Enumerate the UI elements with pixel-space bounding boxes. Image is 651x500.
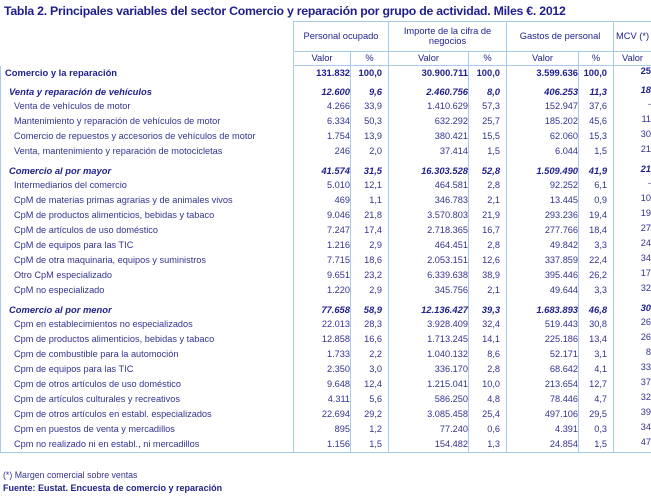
row-label: Cpm en establecimientos no especializados [1,317,294,332]
row-label: Comercio de repuestos y accesorios de vehículos de motor [1,129,294,144]
cell-personal-ocupado-valor: 9.651 [294,268,351,283]
cell-cifra-negocios-valor: 1.215.041 [389,377,469,392]
cell-cifra-negocios-valor: 464.581 [389,178,469,193]
cell-gastos-personal-pct: 13,4 [579,332,614,347]
header-sub-mcv-valor: Valor [614,52,651,66]
cell-cifra-negocios-valor: 37.414 [389,144,469,159]
header-sub-corner-blank [1,52,294,66]
cell-gastos-personal-pct: 30,8 [579,317,614,332]
cell-personal-ocupado-pct: 2,0 [351,144,389,159]
cell-personal-ocupado-valor: 246 [294,144,351,159]
cell-personal-ocupado-pct: 23,2 [351,268,389,283]
cell-personal-ocupado-pct: 2,9 [351,283,389,298]
cell-cifra-negocios-pct: 8,0 [469,84,507,99]
cell-cifra-negocios-pct: 2,1 [469,193,507,208]
cell-gastos-personal-valor: 6.044 [507,144,579,159]
cell-gastos-personal-valor: 497.106 [507,407,579,422]
cell-cifra-negocios-pct: 100,0 [469,66,507,81]
cell-cifra-negocios-pct: 4,8 [469,392,507,407]
header-group-personal-ocupado: Personal ocupado [294,22,389,52]
cell-personal-ocupado-pct: 13,9 [351,129,389,144]
table-row [1,253,651,268]
cell-personal-ocupado-valor: 2.350 [294,362,351,377]
cell-personal-ocupado-valor: 5.010 [294,178,351,193]
table-row [1,362,651,377]
cell-personal-ocupado-pct: 16,6 [351,332,389,347]
cell-personal-ocupado-pct: 5,6 [351,392,389,407]
cell-personal-ocupado-pct: 12,4 [351,377,389,392]
cell-gastos-personal-pct: 1,5 [579,437,614,453]
cell-mcv-valor: - [614,176,651,191]
cell-gastos-personal-valor: 1.509.490 [507,163,579,178]
cell-gastos-personal-pct: 1,5 [579,144,614,159]
cell-gastos-personal-valor: 78.446 [507,392,579,407]
table-row [1,114,651,129]
row-label: Cpm de artículos culturales y recreativos [1,392,294,407]
header-sub-po-pct: % [351,52,389,66]
cell-cifra-negocios-pct: 52,8 [469,163,507,178]
cell-personal-ocupado-valor: 12.600 [294,84,351,99]
cell-cifra-negocios-pct: 57,3 [469,99,507,114]
row-label: CpM de otra maquinaria, equipos y suministros [1,253,294,268]
cell-personal-ocupado-valor: 469 [294,193,351,208]
cell-personal-ocupado-valor: 1.754 [294,129,351,144]
cell-cifra-negocios-pct: 1,3 [469,437,507,453]
table-row [1,377,651,392]
cell-cifra-negocios-pct: 39,3 [469,302,507,317]
table-row [1,66,651,81]
cell-personal-ocupado-valor: 131.832 [294,66,351,81]
cell-gastos-personal-valor: 293.236 [507,208,579,223]
cell-gastos-personal-pct: 100,0 [579,66,614,81]
cell-personal-ocupado-pct: 1,2 [351,422,389,437]
cell-mcv-valor: 47 [614,435,651,451]
row-label: CpM de materias primas agrarias y de animales vivos [1,193,294,208]
row-label: Otro CpM especializado [1,268,294,283]
cell-mcv-valor: 24 [614,236,651,251]
table-row [1,347,651,362]
cell-gastos-personal-valor: 4.391 [507,422,579,437]
cell-cifra-negocios-valor: 3.085.458 [389,407,469,422]
row-label: Cpm de productos alimenticios, bebidas y tabaco [1,332,294,347]
cell-gastos-personal-pct: 3,1 [579,347,614,362]
header-sub-cn-pct: % [469,52,507,66]
source-line: Fuente: Eustat. Encuesta de comercio y reparación [3,483,223,493]
cell-personal-ocupado-pct: 2,9 [351,238,389,253]
cell-personal-ocupado-pct: 18,6 [351,253,389,268]
cell-cifra-negocios-valor: 2.053.151 [389,253,469,268]
cell-personal-ocupado-pct: 33,9 [351,99,389,114]
table-row [1,422,651,437]
header-sub-cn-valor: Valor [389,52,469,66]
row-label: Cpm de equipos para las TIC [1,362,294,377]
cell-gastos-personal-valor: 152.947 [507,99,579,114]
table-row [1,84,651,99]
cell-personal-ocupado-valor: 22.013 [294,317,351,332]
cell-gastos-personal-pct: 15,3 [579,129,614,144]
header-group-cifra-negocios: Importe de la cifra de negocios [389,22,507,52]
row-label: Cpm de combustible para la automoción [1,347,294,362]
cell-mcv-valor: 27 [614,221,651,236]
cell-mcv-valor: - [614,97,651,112]
main-data-table [0,21,651,453]
cell-gastos-personal-pct: 41,9 [579,163,614,178]
footnote: (*) Margen comercial sobre ventas [3,470,138,480]
cell-mcv-valor: 32 [614,281,651,296]
cell-personal-ocupado-pct: 2,2 [351,347,389,362]
table-row [1,392,651,407]
cell-cifra-negocios-valor: 77.240 [389,422,469,437]
table-row [1,437,651,453]
page-title: Tabla 2. Principales variables del sector Comercio y reparación por grupo de actividad. Miles €. 2012 [4,4,566,18]
cell-gastos-personal-pct: 29,5 [579,407,614,422]
cell-personal-ocupado-valor: 7.715 [294,253,351,268]
row-label: Cpm de otros artículos en establ. especializados [1,407,294,422]
cell-personal-ocupado-pct: 31,5 [351,163,389,178]
cell-cifra-negocios-valor: 1.040.132 [389,347,469,362]
cell-cifra-negocios-valor: 586.250 [389,392,469,407]
cell-gastos-personal-valor: 1.683.893 [507,302,579,317]
cell-personal-ocupado-valor: 1.220 [294,283,351,298]
table-row [1,332,651,347]
cell-gastos-personal-valor: 337.859 [507,253,579,268]
cell-gastos-personal-pct: 0,3 [579,422,614,437]
header-group-mcv: MCV (*) [614,22,651,52]
header-sub-po-valor: Valor [294,52,351,66]
cell-personal-ocupado-pct: 58,9 [351,302,389,317]
table-row [1,268,651,283]
cell-gastos-personal-valor: 62.060 [507,129,579,144]
cell-mcv-valor: 26 [614,315,651,330]
cell-mcv-valor: 11 [614,112,651,127]
cell-personal-ocupado-valor: 6.334 [294,114,351,129]
row-label: Intermediarios del comercio [1,178,294,193]
cell-gastos-personal-valor: 52.171 [507,347,579,362]
cell-gastos-personal-pct: 18,4 [579,223,614,238]
cell-gastos-personal-pct: 4,1 [579,362,614,377]
cell-gastos-personal-pct: 12,7 [579,377,614,392]
table-row [1,144,651,159]
cell-cifra-negocios-pct: 10,0 [469,377,507,392]
cell-mcv-valor: 37 [614,375,651,390]
cell-personal-ocupado-pct: 12,1 [351,178,389,193]
cell-gastos-personal-pct: 37,6 [579,99,614,114]
header-group-row [1,22,651,52]
cell-personal-ocupado-pct: 100,0 [351,66,389,81]
row-label: CpM de artículos de uso doméstico [1,223,294,238]
cell-gastos-personal-valor: 406.253 [507,84,579,99]
header-corner-blank [1,22,294,52]
table-row [1,302,651,317]
table-row [1,238,651,253]
cell-cifra-negocios-pct: 25,7 [469,114,507,129]
cell-personal-ocupado-pct: 3,0 [351,362,389,377]
cell-cifra-negocios-valor: 632.292 [389,114,469,129]
cell-cifra-negocios-pct: 12,6 [469,253,507,268]
cell-cifra-negocios-valor: 2.460.756 [389,84,469,99]
cell-personal-ocupado-valor: 41.574 [294,163,351,178]
cell-mcv-valor: 25 [614,64,651,79]
row-label: Cpm en puestos de venta y mercadillos [1,422,294,437]
cell-cifra-negocios-pct: 2,8 [469,238,507,253]
cell-gastos-personal-pct: 26,2 [579,268,614,283]
row-label: Venta, mantenimiento y reparación de motocicletas [1,144,294,159]
cell-cifra-negocios-pct: 16,7 [469,223,507,238]
cell-gastos-personal-valor: 225.186 [507,332,579,347]
row-label: Comercio y la reparación [1,66,294,81]
row-label: Comercio al por mayor [1,163,294,178]
cell-mcv-valor: 34 [614,420,651,435]
cell-cifra-negocios-valor: 154.482 [389,437,469,453]
cell-gastos-personal-valor: 49.842 [507,238,579,253]
cell-cifra-negocios-valor: 3.928.409 [389,317,469,332]
cell-cifra-negocios-pct: 25,4 [469,407,507,422]
cell-personal-ocupado-valor: 77.658 [294,302,351,317]
header-sub-gp-pct: % [579,52,614,66]
cell-cifra-negocios-pct: 15,5 [469,129,507,144]
cell-mcv-valor: 34 [614,251,651,266]
header-sub-row [1,52,651,66]
table-row [1,208,651,223]
cell-gastos-personal-pct: 0,9 [579,193,614,208]
cell-cifra-negocios-pct: 1,5 [469,144,507,159]
table-header [1,22,651,66]
header-sub-gp-valor: Valor [507,52,579,66]
cell-mcv-valor: 21 [614,142,651,157]
cell-mcv-valor: 18 [614,82,651,97]
cell-cifra-negocios-valor: 1.713.245 [389,332,469,347]
cell-personal-ocupado-pct: 21,8 [351,208,389,223]
cell-cifra-negocios-pct: 32,4 [469,317,507,332]
cell-cifra-negocios-valor: 3.570.803 [389,208,469,223]
cell-personal-ocupado-valor: 1.216 [294,238,351,253]
cell-personal-ocupado-valor: 1.156 [294,437,351,453]
cell-cifra-negocios-pct: 0,6 [469,422,507,437]
table-row [1,283,651,298]
cell-personal-ocupado-valor: 22.694 [294,407,351,422]
cell-cifra-negocios-valor: 6.339.638 [389,268,469,283]
cell-gastos-personal-pct: 46,8 [579,302,614,317]
cell-personal-ocupado-pct: 1,1 [351,193,389,208]
cell-personal-ocupado-pct: 17,4 [351,223,389,238]
cell-gastos-personal-valor: 24.854 [507,437,579,453]
cell-gastos-personal-pct: 11,3 [579,84,614,99]
cell-mcv-valor: 19 [614,206,651,221]
cell-gastos-personal-valor: 3.599.636 [507,66,579,81]
cell-gastos-personal-pct: 19,4 [579,208,614,223]
cell-cifra-negocios-valor: 345.756 [389,283,469,298]
cell-cifra-negocios-pct: 8,6 [469,347,507,362]
table-row [1,178,651,193]
cell-personal-ocupado-valor: 9.046 [294,208,351,223]
cell-cifra-negocios-pct: 14,1 [469,332,507,347]
cell-cifra-negocios-pct: 38,9 [469,268,507,283]
row-label: Venta y reparación de vehículos [1,84,294,99]
cell-cifra-negocios-valor: 2.718.365 [389,223,469,238]
table-row [1,193,651,208]
cell-mcv-valor: 33 [614,360,651,375]
cell-cifra-negocios-pct: 21,9 [469,208,507,223]
table-row [1,407,651,422]
cell-gastos-personal-pct: 45,6 [579,114,614,129]
cell-gastos-personal-valor: 92.252 [507,178,579,193]
cell-gastos-personal-pct: 22,4 [579,253,614,268]
cell-gastos-personal-valor: 395.446 [507,268,579,283]
cell-gastos-personal-pct: 4,7 [579,392,614,407]
cell-gastos-personal-valor: 49.644 [507,283,579,298]
cell-personal-ocupado-pct: 50,3 [351,114,389,129]
cell-gastos-personal-valor: 185.202 [507,114,579,129]
cell-gastos-personal-pct: 6,1 [579,178,614,193]
row-label: CpM de productos alimenticios, bebidas y tabaco [1,208,294,223]
cell-cifra-negocios-valor: 346.783 [389,193,469,208]
cell-gastos-personal-valor: 68.642 [507,362,579,377]
row-label: Mantenimiento y reparación de vehículos de motor [1,114,294,129]
cell-cifra-negocios-valor: 12.136.427 [389,302,469,317]
table-body [1,66,651,453]
cell-cifra-negocios-valor: 30.900.711 [389,66,469,81]
table-row [1,317,651,332]
cell-mcv-valor: 21 [614,161,651,176]
cell-cifra-negocios-pct: 2,1 [469,283,507,298]
cell-mcv-valor: 30 [614,300,651,315]
cell-personal-ocupado-valor: 4.311 [294,392,351,407]
table-row [1,99,651,114]
cell-gastos-personal-valor: 13.445 [507,193,579,208]
cell-gastos-personal-pct: 3,3 [579,283,614,298]
cell-gastos-personal-valor: 213.654 [507,377,579,392]
cell-personal-ocupado-valor: 7.247 [294,223,351,238]
cell-mcv-valor: 17 [614,266,651,281]
row-label: CpM no especializado [1,283,294,298]
table-row [1,223,651,238]
cell-gastos-personal-pct: 3,3 [579,238,614,253]
cell-mcv-valor: 32 [614,390,651,405]
cell-mcv-valor: 39 [614,405,651,420]
cell-gastos-personal-valor: 277.766 [507,223,579,238]
cell-personal-ocupado-pct: 9,6 [351,84,389,99]
cell-cifra-negocios-valor: 16.303.528 [389,163,469,178]
cell-cifra-negocios-pct: 2,8 [469,362,507,377]
cell-mcv-valor: 8 [614,345,651,360]
table-row [1,129,651,144]
cell-personal-ocupado-valor: 9.648 [294,377,351,392]
cell-personal-ocupado-pct: 29,2 [351,407,389,422]
cell-mcv-valor: 26 [614,330,651,345]
cell-personal-ocupado-pct: 28,3 [351,317,389,332]
row-label: CpM de equipos para las TIC [1,238,294,253]
header-group-gastos-personal: Gastos de personal [507,22,614,52]
table-row [1,163,651,178]
row-label: Cpm no realizado ni en establ., ni mercadillos [1,437,294,453]
cell-mcv-valor: 30 [614,127,651,142]
row-label: Comercio al por menor [1,302,294,317]
row-label: Venta de vehículos de motor [1,99,294,114]
cell-mcv-valor: 10 [614,191,651,206]
cell-personal-ocupado-valor: 1.733 [294,347,351,362]
cell-cifra-negocios-valor: 464.451 [389,238,469,253]
cell-personal-ocupado-valor: 4.266 [294,99,351,114]
row-label: Cpm de otros artículos de uso doméstico [1,377,294,392]
cell-personal-ocupado-valor: 12.858 [294,332,351,347]
cell-personal-ocupado-valor: 895 [294,422,351,437]
cell-cifra-negocios-valor: 336.170 [389,362,469,377]
cell-cifra-negocios-valor: 1.410.629 [389,99,469,114]
cell-gastos-personal-valor: 519.443 [507,317,579,332]
cell-personal-ocupado-pct: 1,5 [351,437,389,453]
cell-cifra-negocios-pct: 2,8 [469,178,507,193]
cell-cifra-negocios-valor: 380.421 [389,129,469,144]
